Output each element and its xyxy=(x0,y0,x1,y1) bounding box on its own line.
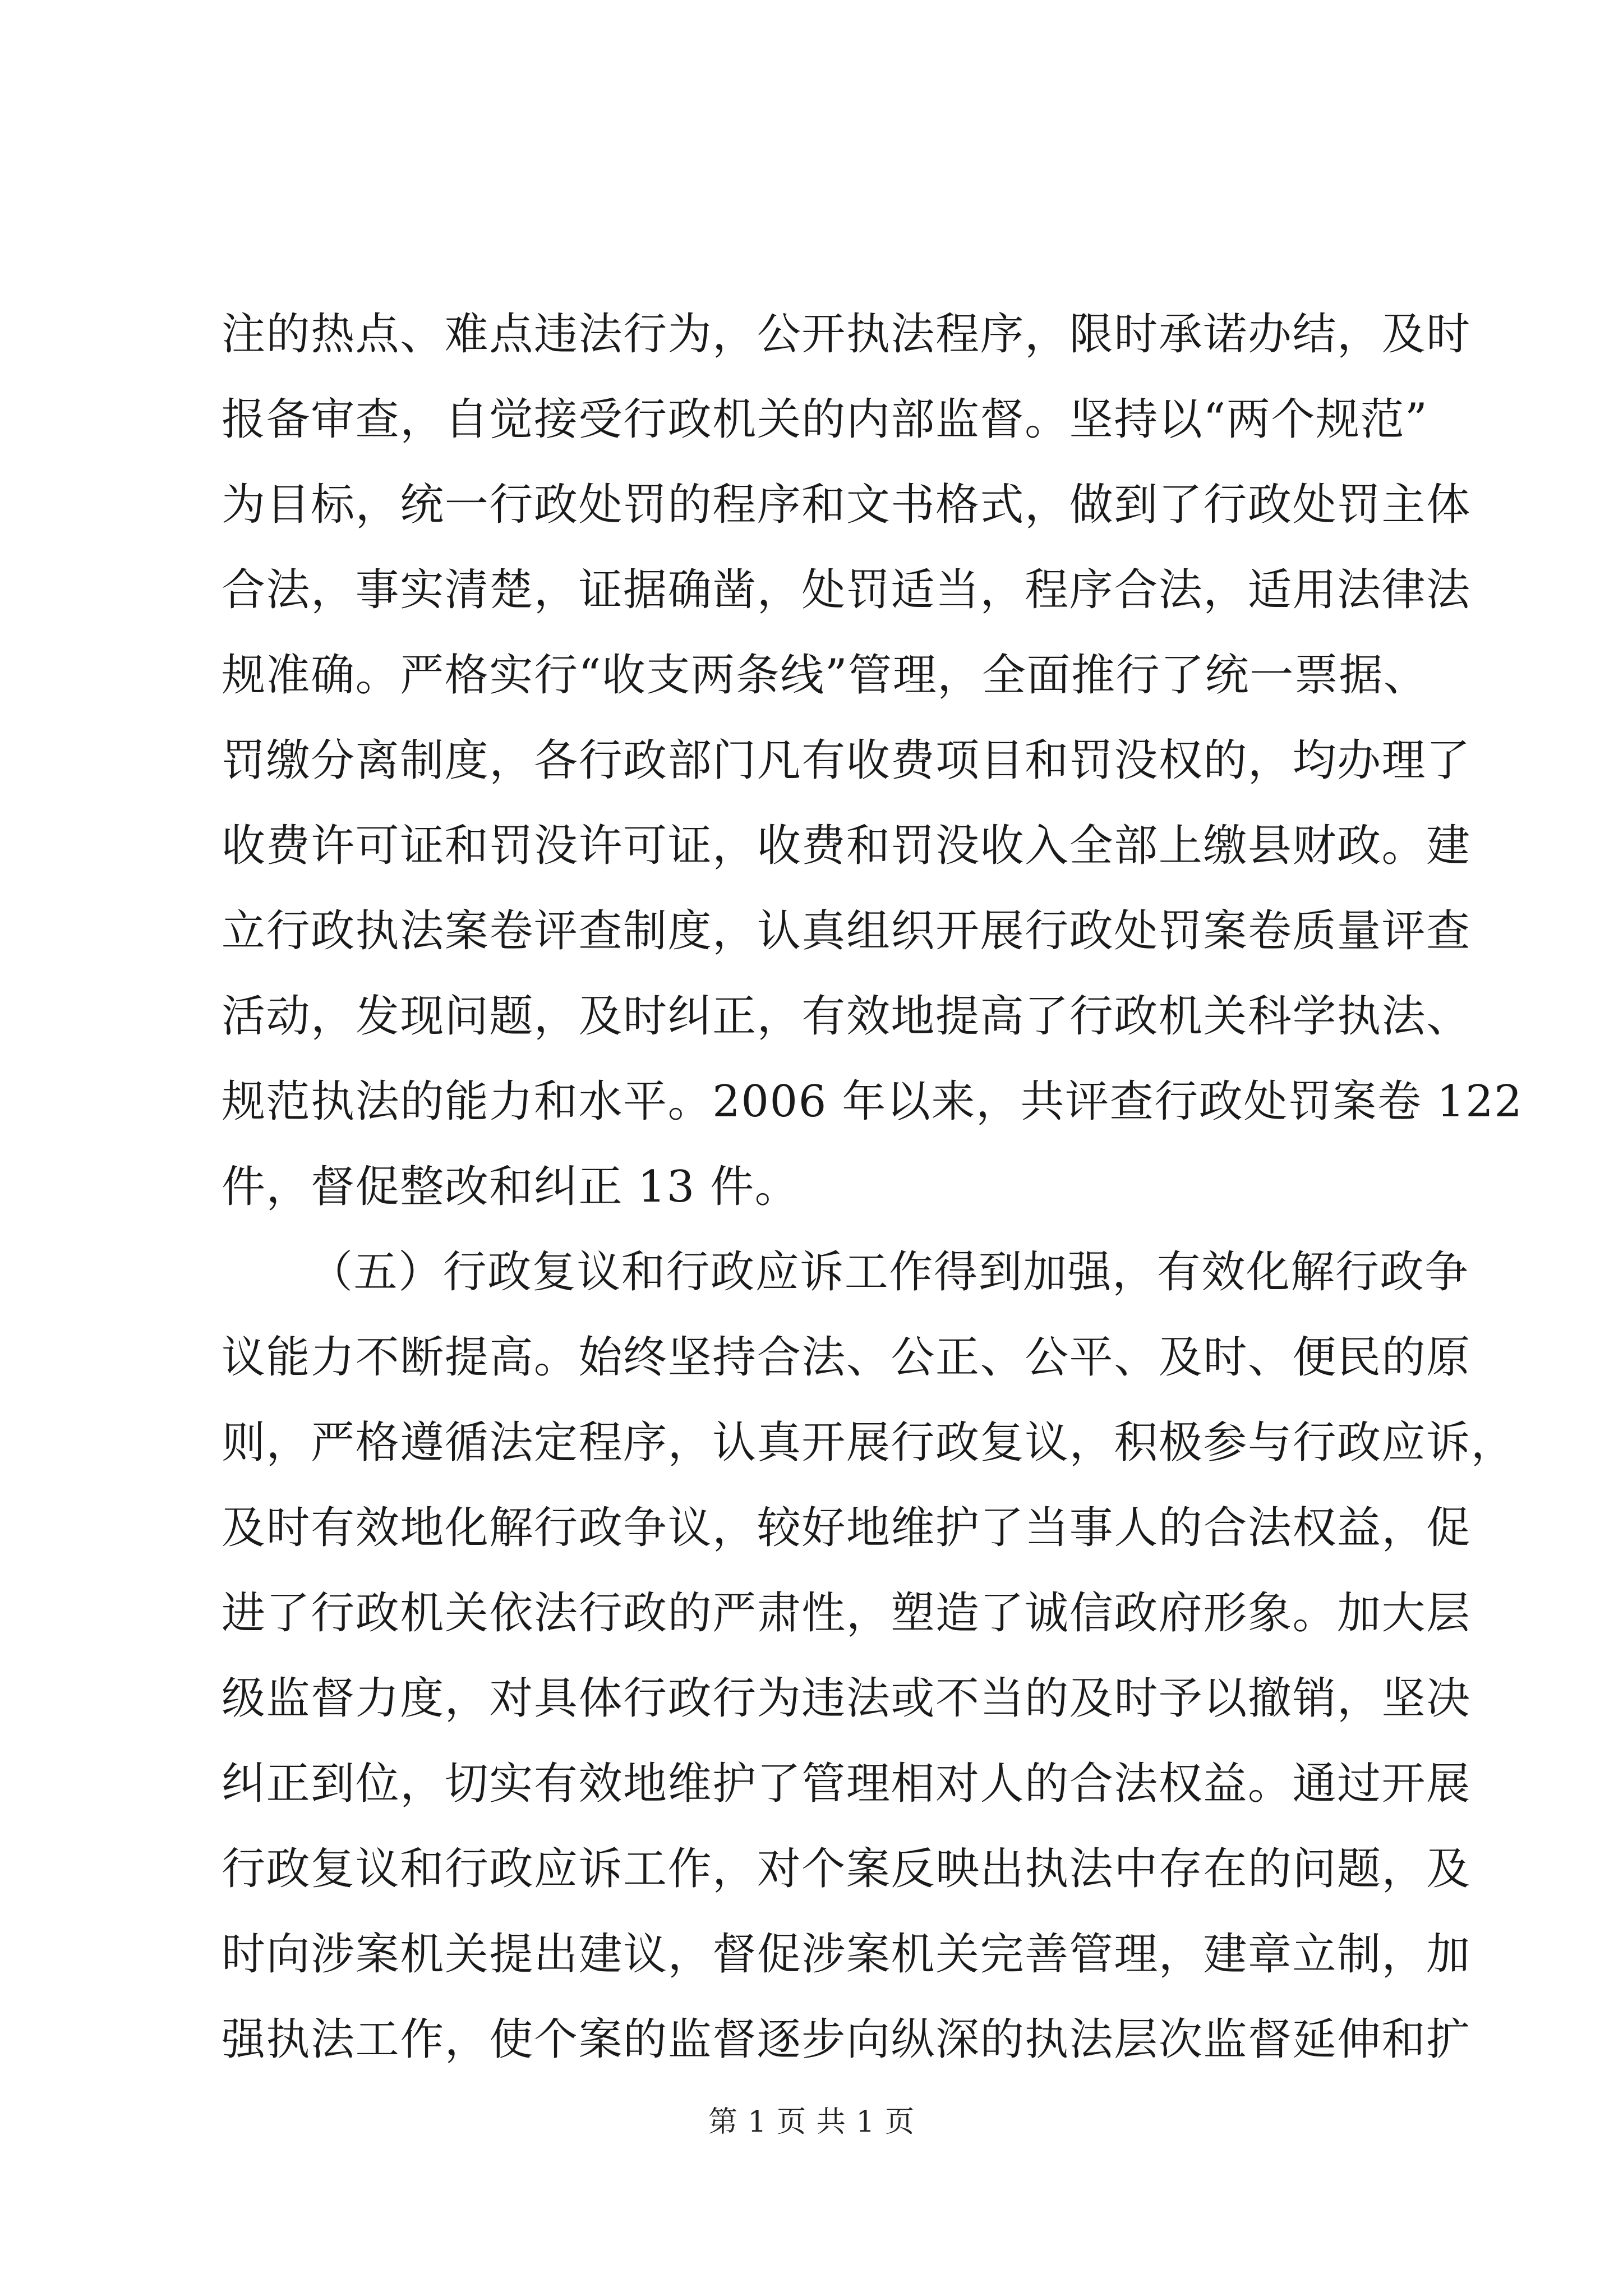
paragraph-heading-line: （五）行政复议和行政应诉工作得到加强，有效化解行政争 xyxy=(309,1247,1469,1297)
text-line: 合法，事实清楚，证据确凿，处罚适当，程序合法，适用法律法 xyxy=(222,565,1471,615)
page-number-footer: 第 1 页 共 1 页 xyxy=(708,2105,915,2139)
text-line: 级监督力度，对具体行政行为违法或不当的及时予以撤销，坚决 xyxy=(222,1673,1471,1724)
text-line: 报备审查，自觉接受行政机关的内部监督。坚持以“两个规范” xyxy=(222,394,1428,445)
text-line: 时向涉案机关提出建议，督促涉案机关完善管理，建章立制，加 xyxy=(222,1929,1471,1980)
text-line: 及时有效地化解行政争议，较好地维护了当事人的合法权益，促 xyxy=(222,1503,1471,1553)
text-line: 罚缴分离制度，各行政部门凡有收费项目和罚没权的，均办理了 xyxy=(222,735,1471,786)
text-line: 议能力不断提高。始终坚持合法、公正、公平、及时、便民的原 xyxy=(222,1332,1471,1383)
text-line: 纠正到位，切实有效地维护了管理相对人的合法权益。通过开展 xyxy=(222,1759,1471,1809)
text-line: 立行政执法案卷评查制度，认真组织开展行政处罚案卷质量评查 xyxy=(222,906,1471,956)
text-line: 则，严格遵循法定程序，认真开展行政复议，积极参与行政应诉， xyxy=(222,1418,1516,1468)
text-line: 规准确。严格实行“收支两条线”管理，全面推行了统一票据、 xyxy=(222,650,1428,701)
text-line: 件，督促整改和纠正 13 件。 xyxy=(222,1162,800,1212)
text-line: 为目标，统一行政处罚的程序和文书格式，做到了行政处罚主体 xyxy=(222,480,1471,530)
text-line: 收费许可证和罚没许可证，收费和罚没收入全部上缴县财政。建 xyxy=(222,821,1471,871)
text-line: 行政复议和行政应诉工作，对个案反映出执法中存在的问题，及 xyxy=(222,1844,1471,1894)
text-line: 注的热点、难点违法行为，公开执法程序，限时承诺办结，及时 xyxy=(222,309,1471,360)
text-line: 活动，发现问题，及时纠正，有效地提高了行政机关科学执法、 xyxy=(222,991,1471,1042)
body-text xyxy=(222,292,1523,2082)
text-line: 强执法工作，使个案的监督逐步向纵深的执法层次监督延伸和扩 xyxy=(222,2014,1471,2065)
text-line: 进了行政机关依法行政的严肃性，塑造了诚信政府形象。加大层 xyxy=(222,1588,1471,1639)
text-line: 规范执法的能力和水平。2006 年以来，共评查行政处罚案卷 122 xyxy=(222,1076,1523,1127)
